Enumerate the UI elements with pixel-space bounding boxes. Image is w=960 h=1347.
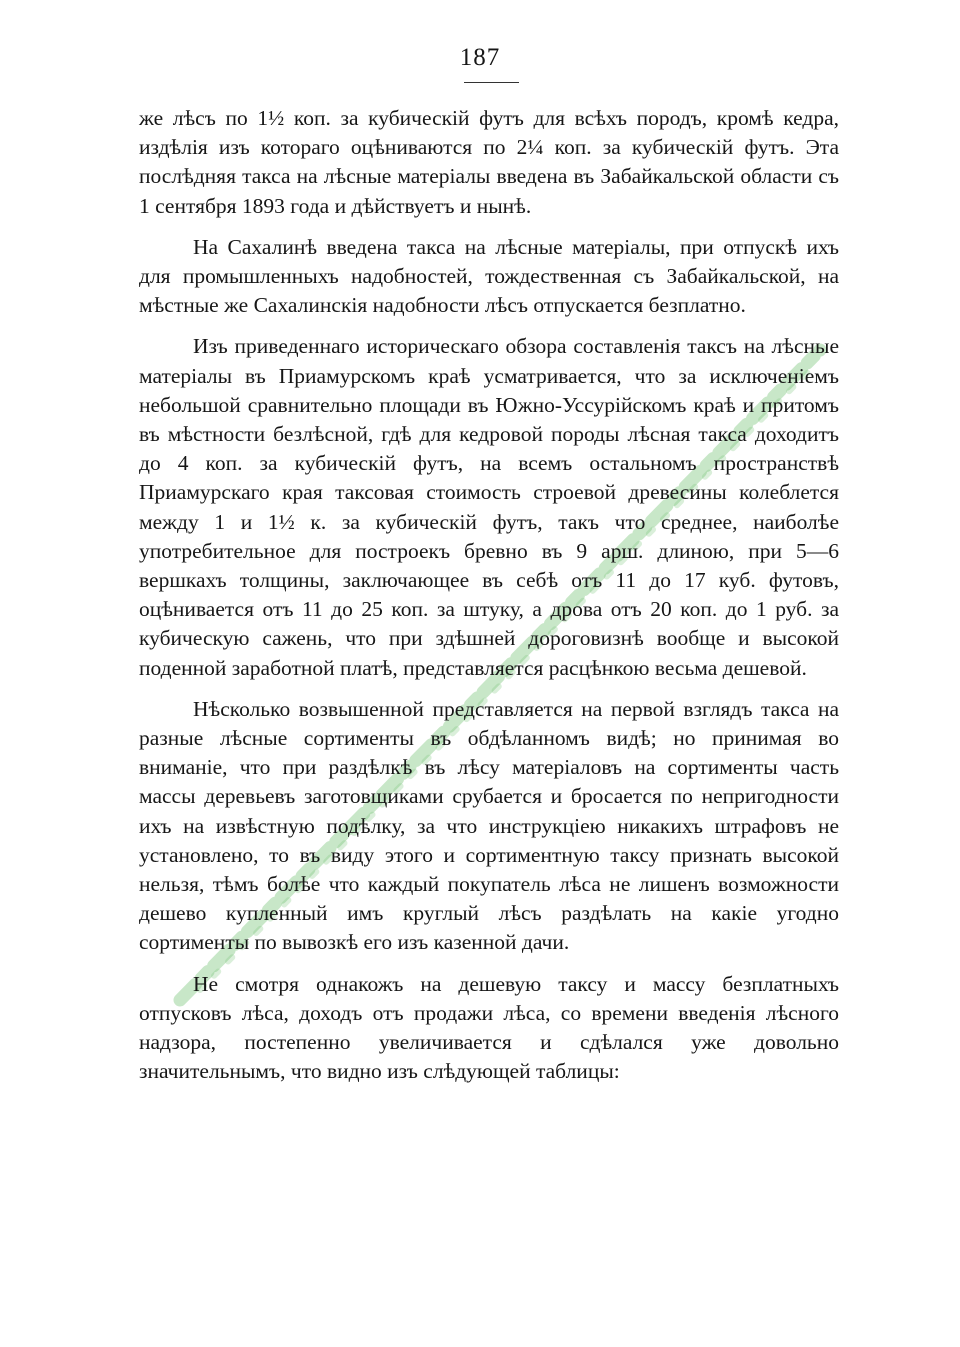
paragraph-5: Не смотря однакожъ на дешевую таксу и массу безплатныхъ отпусковъ лѣса, доходъ отъ продажи лѣса, со времени введенія лѣсного надзора, постепенно увеличивается и сдѣлался уже довольно значительнымъ, что видно изъ слѣдующей таблицы: — [139, 971, 839, 1084]
paragraph-2: На Сахалинѣ введена такса на лѣсные матеріалы, при отпускѣ ихъ для промышленныхъ надобностей, тождественная съ Забайкальской, на мѣстные же Сахалинскія надобности лѣсъ отпускается безплатно. — [139, 234, 839, 318]
paragraph-1: же лѣсъ по 1½ коп. за кубическій футъ для всѣхъ породъ, кромѣ кедра, издѣлія изъ котораго оцѣниваются по 2¼ коп. за кубическій футъ. Эта послѣдняя такса на лѣсные матеріалы введена въ Забайкальской области съ 1 сентября 1893 года и дѣйствуетъ и нынѣ. — [139, 106, 839, 218]
body-text — [139, 104, 839, 1099]
page-number-rule — [464, 82, 519, 83]
paragraph-3: Изъ приведеннаго историческаго обзора составленія таксъ на лѣсные матеріалы въ Приамурскомъ краѣ усматривается, что за исключеніемъ небольшой сравнительно площади въ Южно-Уссурійскомъ краѣ и притомъ въ мѣстности безлѣсной, гдѣ для кедровой породы лѣсная такса доходитъ до 4 коп. за кубическій футъ, на всемъ остальномъ пространствѣ Приамурскаго края таксовая стоимость строевой древесины колеблется между 1 и 1½ к. за кубическій футъ, такъ что среднее, наиболѣе употребительное для построекъ бревно въ 9 арш. длиною, при 5—6 вершкахъ толщины, заключающее въ себѣ отъ 11 до 17 куб. футовъ, оцѣнивается отъ 11 до 25 коп. за штуку, а дрова отъ 20 коп. до 1 руб. за кубическую сажень, что при здѣшней дороговизнѣ вообще и высокой поденной заработной платѣ, представляется расцѣнкою весьма дешевой. — [139, 334, 839, 680]
page-number: 187 — [459, 44, 501, 71]
paragraph-4: Нѣсколько возвышенной представляется на первой взглядъ такса на разные лѣсные сортименты въ обдѣланномъ видѣ; но принимая во вниманіе, что при раздѣлкѣ въ лѣсу матеріаловъ на сортименты часть массы деревьевъ заготовщиками срубается и бросается по непригодности ихъ на извѣстную подѣлку, за что инструкціею никакихъ штрафовъ не установлено, то въ виду этого и сортиментную таксу признать высокой нельзя, тѣмъ болѣе что каждый покупатель лѣса не лишенъ возможности дешево купленный имъ круглый лѣсъ раздѣлать на какіе угодно сортименты по вывозкѣ его изъ казенной дачи. — [139, 696, 839, 955]
